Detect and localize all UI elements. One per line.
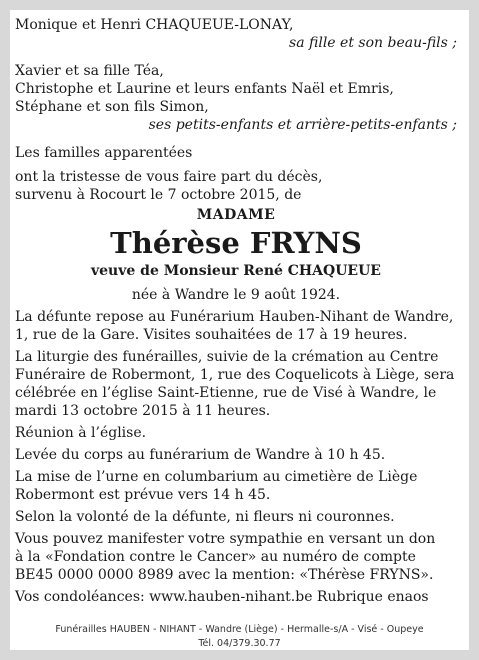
paragraph	[15, 446, 457, 464]
paragraph-line: Vos condoléances: www.hauben-nihant.be Rubrique enaos	[15, 589, 429, 605]
obituary-content	[15, 16, 457, 606]
paragraph	[15, 508, 457, 526]
paragraph	[15, 530, 457, 584]
paragraph-line: La mise de l’urne en columbarium au cimetière de Liège	[15, 469, 418, 485]
parents-role: sa fille et son beau-fils ;	[289, 35, 457, 51]
paragraph-line: La liturgie des funérailles, suivie de la crémation au Centre	[15, 349, 439, 365]
deceased-name: Thérèse FRYNS	[110, 226, 362, 260]
paragraph-line: La défunte repose au Funérarium Hauben-Nihant de Wandre,	[15, 309, 454, 325]
footer-company: Funérailles HAUBEN - NIHANT - Wandre (Liège) - Hermalle-s/A - Visé - Oupeye	[55, 624, 424, 635]
paragraph-line: célébrée en l’église Saint-Etienne, rue de Visé à Wandre, le	[15, 385, 437, 401]
paragraph-line: Réunion à l’église.	[15, 425, 147, 441]
paragraph-line: Selon la volonté de la défunte, ni fleurs ni couronnes.	[15, 509, 395, 525]
paragraph	[15, 468, 457, 504]
footer-phone: Tél. 04/379.30.77	[198, 638, 281, 649]
paragraph-line: Robermont est prévue vers 14 h 45.	[15, 487, 271, 503]
birth-line: née à Wandre le 9 août 1924.	[131, 287, 341, 303]
family-role: ses petits-enfants et arrière-petits-enfants ;	[148, 117, 457, 133]
parents-line: Monique et Henri CHAQUEUE-LONAY,	[15, 17, 294, 33]
paragraph-line: à la «Fondation contre le Cancer» au numéro de compte	[15, 549, 416, 565]
details-paragraphs	[15, 308, 457, 606]
paragraph-line: 1, rue de la Gare. Visites souhaitées de 17 à 19 heures.	[15, 327, 408, 343]
announcement-line-1: Les familles apparentées	[15, 145, 193, 161]
paragraph-line: Levée du corps au funérarium de Wandre à 10 h 45.	[15, 447, 386, 463]
paragraph	[15, 424, 457, 442]
family-line-2: Christophe et Laurine et leurs enfants Naël et Emris,	[15, 81, 394, 97]
paragraph-line: Funéraire de Robermont, 1, rue des Coquelicots à Liège, sera	[15, 367, 455, 383]
paragraph-line: Vous pouvez manifester votre sympathie en versant un don	[15, 531, 436, 547]
paragraph	[15, 308, 457, 344]
widow-of: veuve de Monsieur René CHAQUEUE	[91, 263, 381, 279]
family-line-1: Xavier et sa fille Téa,	[15, 63, 164, 79]
announcement-line-3: survenu à Rocourt le 7 octobre 2015, de	[15, 187, 302, 203]
deceased-title: MADAME	[196, 207, 276, 223]
family-line-3: Stéphane et son fils Simon,	[15, 99, 209, 115]
paragraph-line: BE45 0000 0000 8989 avec la mention: «Thérèse FRYNS».	[15, 567, 434, 583]
paragraph	[15, 348, 457, 420]
announcement-line-2: ont la tristesse de vous faire part du décès,	[15, 169, 323, 185]
paragraph	[15, 588, 457, 606]
paragraph-line: mardi 13 octobre 2015 à 11 heures.	[15, 403, 271, 419]
